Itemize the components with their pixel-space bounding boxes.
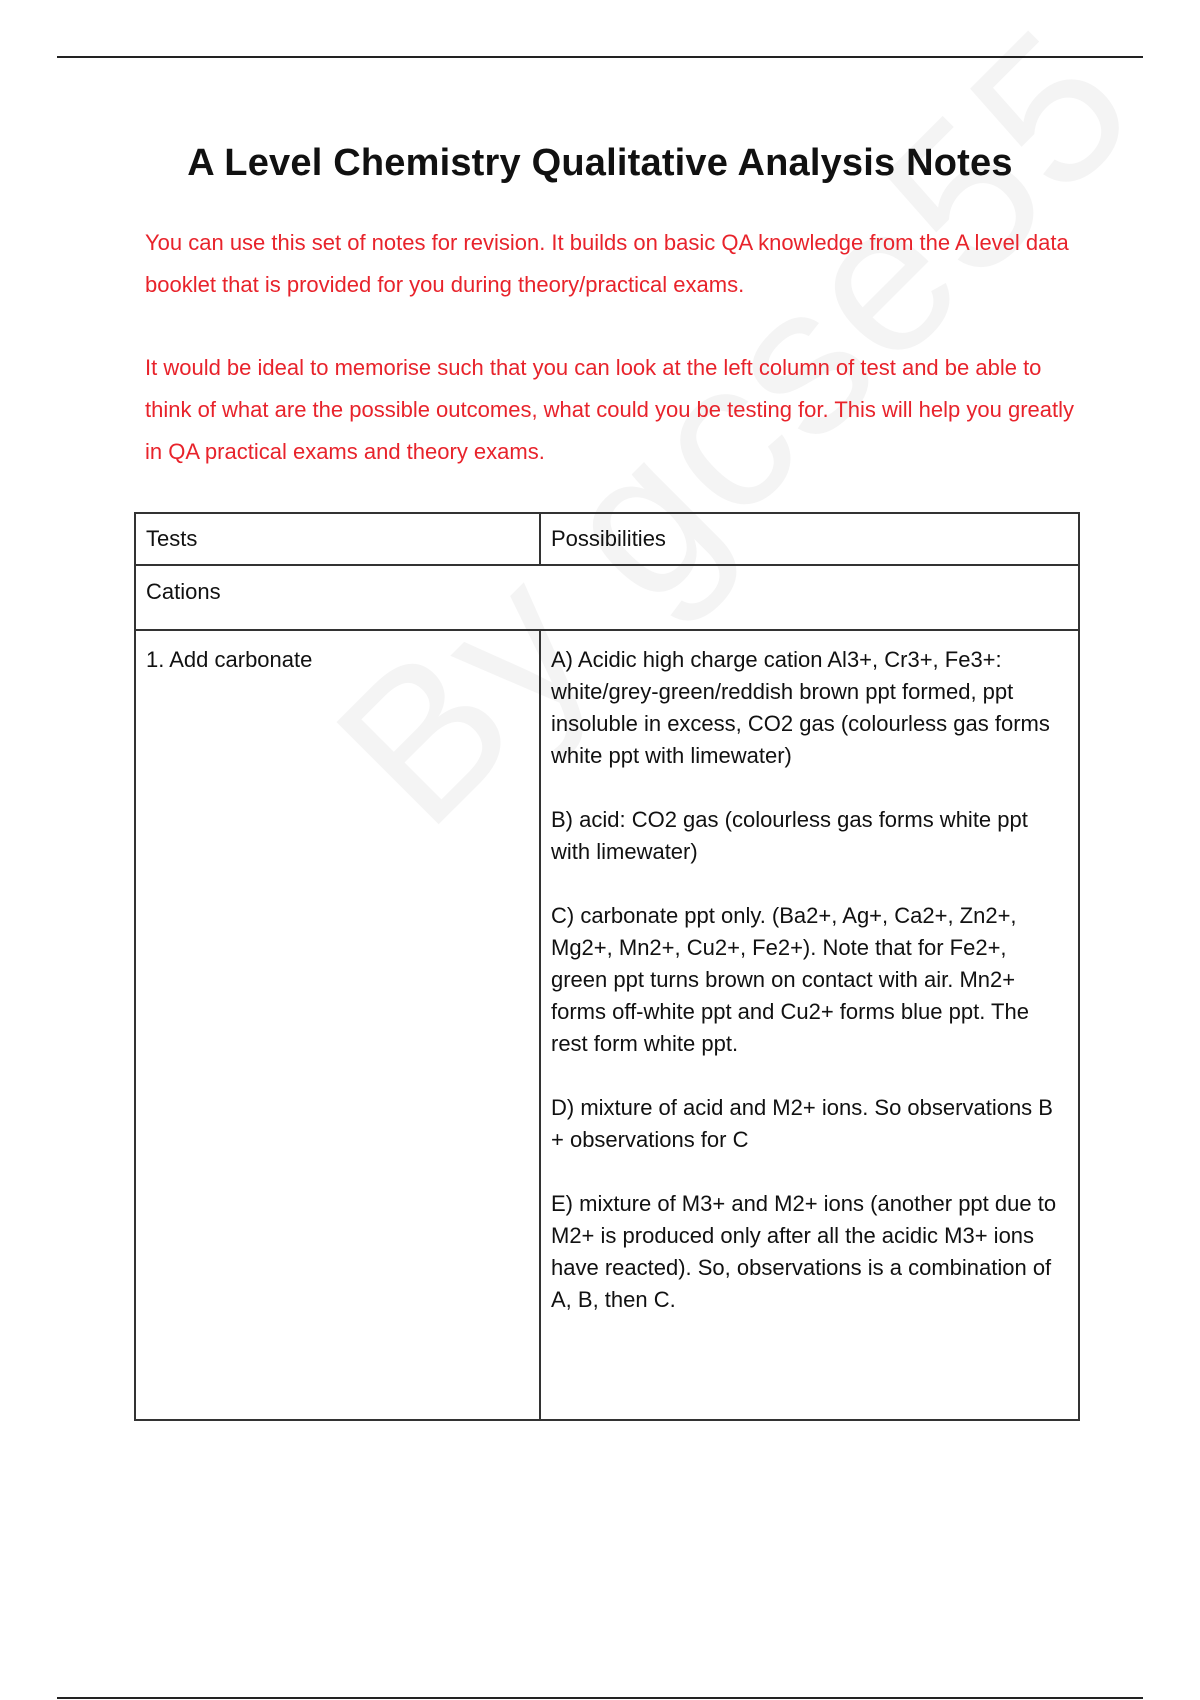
- table-row: [135, 630, 1079, 1420]
- possibility-e: E) mixture of M3+ and M2+ ions (another ppt due to M2+ is produced only after all the acidic M3+ ions have reacted). So, observations is a combination of A, B, then C.: [551, 1191, 1057, 1312]
- section-cations: Cations: [135, 565, 1079, 630]
- intro-text: You can use this set of notes for revision. It builds on basic QA knowledge from the A level data booklet that is provided for you during theory/practical exams.: [145, 230, 1069, 297]
- header-possibilities: Possibilities: [540, 513, 1079, 565]
- possibility-a: A) Acidic high charge cation Al3+, Cr3+, Fe3+: white/grey-green/reddish brown ppt formed, ppt insoluble in excess, CO2 gas (colourless gas forms white ppt with limewater): [551, 647, 1050, 768]
- possibilities-cell: [540, 630, 1079, 1420]
- bottom-rule: [57, 1697, 1143, 1699]
- table-section-row: [135, 565, 1079, 630]
- possibility-c: C) carbonate ppt only. (Ba2+, Ag+, Ca2+, Zn2+, Mg2+, Mn2+, Cu2+, Fe2+). Note that for Fe2+, green ppt turns brown on contact with air. Mn2+ forms off-white ppt and Cu2+ forms blue ppt. The rest form white ppt.: [551, 903, 1029, 1056]
- possibility-d: D) mixture of acid and M2+ ions. So observations B + observations for C: [551, 1095, 1053, 1152]
- intro-paragraph-1: [145, 222, 1085, 306]
- top-rule: [57, 56, 1143, 58]
- intro-paragraph-2: [145, 347, 1085, 473]
- possibility-b: B) acid: CO2 gas (colourless gas forms white ppt with limewater): [551, 807, 1028, 864]
- test-cell: 1. Add carbonate: [135, 630, 540, 1420]
- qa-table: [134, 512, 1080, 1421]
- header-tests: Tests: [135, 513, 540, 565]
- page-title: A Level Chemistry Qualitative Analysis Notes: [187, 142, 1013, 184]
- table-header-row: [135, 513, 1079, 565]
- intro-text: It would be ideal to memorise such that you can look at the left column of test and be able to think of what are the possible outcomes, what could you be testing for. This will help you greatly in QA practical exams and theory exams.: [145, 355, 1074, 464]
